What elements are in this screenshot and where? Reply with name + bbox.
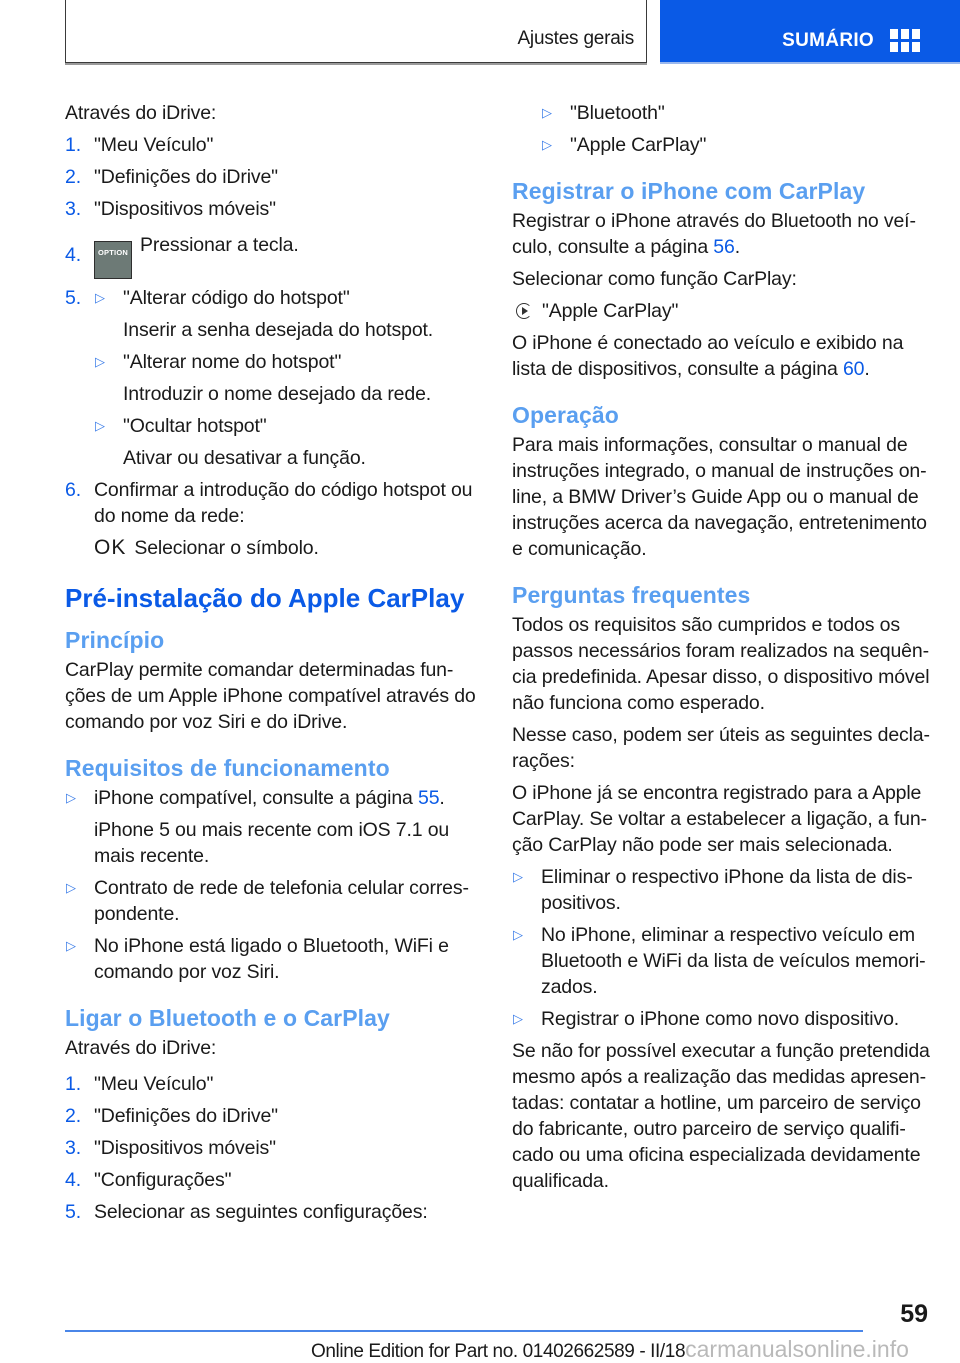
faq-bullet: ▷ No iPhone, eliminar a respectivo veículo em Bluetooth e WiFi da lista de veículos memorizados. (513, 924, 926, 998)
watermark: carmanualsonline.info (685, 1336, 909, 1362)
ok-symbol-icon: OK (94, 536, 127, 559)
triangle-bullet-icon: ▷ (95, 418, 105, 433)
grid-icon (890, 29, 922, 53)
triangle-bullet-icon: ▷ (66, 938, 76, 953)
triangle-bullet-icon: ▷ (542, 105, 552, 120)
requirement-item: ▷ Contrato de rede de telefonia celular correspondente. (66, 877, 469, 925)
step-item: 2. "Definições do iDrive" (65, 166, 278, 188)
setting-bullet: ▷ "Apple CarPlay" (542, 134, 707, 156)
triangle-bullet-icon: ▷ (513, 1011, 523, 1026)
triangle-bullet-icon: ▷ (513, 869, 523, 884)
requirement-item: ▷ No iPhone está ligado o Bluetooth, WiFi e comando por voz Siri. (66, 935, 449, 983)
page-link[interactable]: 60 (842, 358, 865, 380)
ok-instruction: OK Selecionar o símbolo. (94, 536, 319, 559)
subheading-connect: Ligar o Bluetooth e o CarPlay (65, 1005, 390, 1031)
subheading-faq: Perguntas frequentes (512, 582, 751, 608)
option-bullet: ▷ "Ocultar hotspot" (95, 415, 267, 437)
carplay-option: "Apple CarPlay" (512, 298, 930, 324)
subheading-operation: Operação (512, 402, 619, 428)
step-item: 3. "Dispositivos móveis" (65, 198, 276, 220)
setting-bullet: ▷ "Bluetooth" (542, 102, 665, 124)
section-title: Ajustes gerais (517, 28, 634, 49)
play-circle-icon (516, 303, 532, 319)
footer-divider (65, 1330, 863, 1332)
footer-edition: Online Edition for Part no. 01402662589 - II/18carmanualsonline.info (311, 1336, 909, 1362)
triangle-bullet-icon: ▷ (95, 290, 105, 305)
subheading-requirements: Requisitos de funcionamento (65, 755, 390, 781)
intro-text: Através do iDrive: (65, 102, 217, 124)
faq-bullet: ▷ Eliminar o respectivo iPhone da lista de dispositivos. (513, 866, 913, 914)
step-item: 5. ▷ "Alterar código do hotspot" Inserir a senha desejada do hotspot. ▷ "Alterar nome do hotspot" Introduzir o nome desejado da rede. ▷ "Ocultar hotspot" Ativar ou desativar a função. (65, 285, 480, 471)
subheading-principle: Princípio (65, 627, 165, 653)
step-item: 4. "Configurações" (65, 1169, 232, 1191)
triangle-bullet-icon: ▷ (542, 137, 552, 152)
step-item: 5. Selecionar as seguintes configurações: (65, 1201, 428, 1223)
subheading-register: Registrar o iPhone com CarPlay (512, 178, 866, 204)
triangle-bullet-icon: ▷ (513, 927, 523, 942)
page-link[interactable]: 55 (418, 787, 440, 809)
requirement-item: ▷ iPhone compatível, consulte a página 55. (66, 787, 445, 809)
section-heading: Pré-instalação do Apple CarPlay (65, 583, 465, 613)
step-item: 4. OPTION Pressionar a tecla. (65, 232, 480, 279)
step-item: 3. "Dispositivos móveis" (65, 1137, 276, 1159)
section-header (65, 0, 647, 63)
step-item: 2. "Definições do iDrive" (65, 1105, 278, 1127)
page-link[interactable]: 56 (713, 236, 735, 258)
page-number: 59 (900, 1300, 928, 1328)
contents-button[interactable] (660, 0, 960, 64)
step-item: 1. "Meu Veículo" (65, 1073, 214, 1095)
triangle-bullet-icon: ▷ (66, 790, 76, 805)
triangle-bullet-icon: ▷ (95, 354, 105, 369)
right-column: ▷ "Bluetooth" ▷ "Apple CarPlay" Registrar o iPhone com CarPlay Registrar o iPhone através do Bluetooth no veículo, consulte a página 56. Selecionar como função CarPlay: "Apple CarPlay" O iPhone é conectado ao veículo e exibido na lista de dispositivos, consulte a página 60. Operação Para mais informações, consultar o manual de instruções integrado, o manual de instruções online, a BMW Driver’s Guide App ou o manual de instruções acerca da navegação, entretenimento e comunicação. Perguntas frequentes Todos os requisitos são cumpridos e todos os passos necessários foram realizados na sequência predefinida. Apesar disso, o dispositivo móvel não funciona como esperado. Nesse caso, podem ser úteis as seguintes declarações: O iPhone já se encontra registrado para a Apple CarPlay. Se voltar a estabelecer a ligação, a função CarPlay não pode ser mais selecionada. ▷ Eliminar o respectivo iPhone da lista de dispositivos. ▷ No iPhone, eliminar a respectivo veículo em Bluetooth e WiFi da lista de veículos memorizados. ▷ Registrar o iPhone como novo dispositivo. Se não for possível executar a função pretendida mesmo após a realização das medidas apresentadas: contatar a hotline, um parceiro de serviço do fabricante, outro parceiro de serviço qualificado ou uma oficina especializada devidamente qualificada. (512, 102, 930, 1192)
faq-bullet: ▷ Registrar o iPhone como novo dispositivo. (513, 1008, 900, 1030)
left-column: Através do iDrive: 1. "Meu Veículo" 2. "Definições do iDrive" 3. "Dispositivos móveis" 4. OPTION Pressionar a tecla. 5. ▷ "Alterar código do hotspot" Inserir a senha desejada do hotspot. ▷ "Alterar nome do hotspot" Introduzir o nome desejado da rede. ▷ "Ocultar hotspot" Ativar ou desativar a função. 6. Confirmar a introdução do código hotspot ou do nome da rede: OK Selecionar o símbolo. Pré-instalação do Apple CarPlay Princípio CarPlay permite comandar determinadas funções de um Apple iPhone compatível através do comando por voz Siri e do iDrive. Requisitos de funcionamento ▷ iPhone compatível, consulte a página 55. iPhone 5 ou mais recente com iOS 7.1 ou mais recente. ▷ Contrato de rede de telefonia celular correspondente. ▷ No iPhone está ligado o Bluetooth, WiFi e comando por voz Siri. Ligar o Bluetooth e o CarPlay Através do iDrive: 1. "Meu Veículo" 2. "Definições do iDrive" 3. "Dispositivos móveis" 4. "Configurações" 5. Selecionar as seguintes configurações: (65, 100, 480, 1231)
option-key-icon: OPTION (94, 241, 132, 279)
option-bullet: ▷ "Alterar nome do hotspot" (95, 351, 342, 373)
option-bullet: ▷ "Alterar código do hotspot" (95, 287, 350, 309)
step-item: 1. "Meu Veículo" (65, 134, 214, 156)
triangle-bullet-icon: ▷ (66, 880, 76, 895)
step-item: 6. Confirmar a introdução do código hotspot ou do nome da rede: (65, 479, 473, 527)
contents-button-label: SUMÁRIO (782, 30, 874, 51)
